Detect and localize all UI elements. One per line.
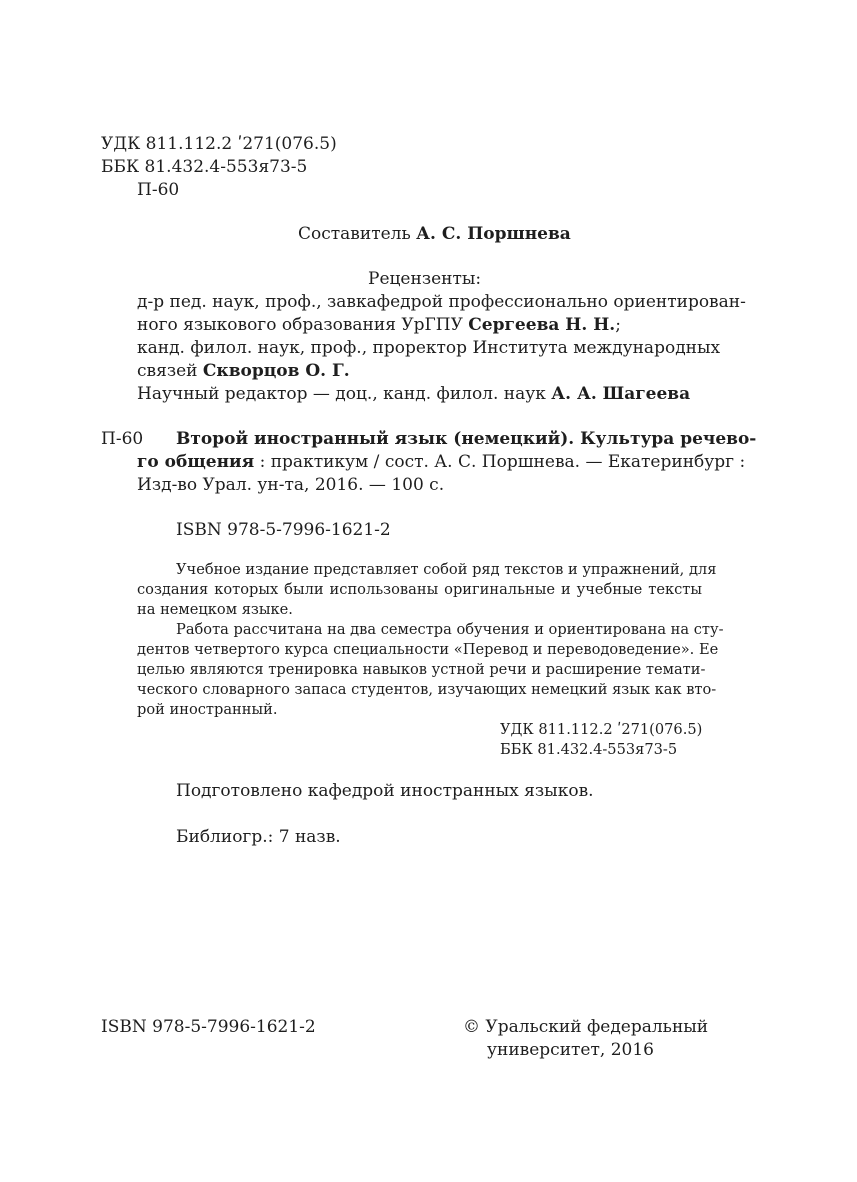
reviewers-block xyxy=(137,291,746,406)
reviewer-1-line-1: д-р пед. наук, проф., завкафедрой профессионально ориентирован- xyxy=(137,292,746,312)
footer-isbn: ISBN 978-5-7996-1621-2 xyxy=(101,1017,316,1037)
compiler-line xyxy=(298,223,571,246)
entry-mark: П-60 xyxy=(101,429,144,449)
reviewers-title: Рецензенты: xyxy=(368,269,482,289)
reviewer-1-affiliation: ного языкового образования УрГПУ xyxy=(137,315,463,335)
entry-line-2-wrap xyxy=(137,451,746,474)
copyright-line-2: университет, 2016 xyxy=(487,1040,654,1060)
entry-publication-info: : практикум / сост. А. С. Поршнева. — Екатеринбург : xyxy=(254,452,746,472)
editor-name: А. А. Шагеева xyxy=(551,384,691,404)
annotation-p2-line-5: рой иностранный. xyxy=(137,701,278,718)
annotation xyxy=(137,560,724,720)
bibliography-count: Библиогр.: 7 назв. xyxy=(176,827,341,847)
scientific-editor-line xyxy=(137,383,702,406)
compiler-label: Составитель xyxy=(298,224,411,244)
reviewer-1-suffix: ; xyxy=(615,315,621,335)
entry-title-line-1-wrap xyxy=(176,428,757,451)
annotation-udk: УДК 811.112.2 ʹ271(076.5) xyxy=(500,721,703,738)
udk-code: УДК 811.112.2 ʹ271(076.5) xyxy=(101,134,337,154)
entry-title-line-1: Второй иностранный язык (немецкий). Культура речево- xyxy=(176,429,757,449)
annotation-p2-line-3: целью являются тренировка навыков устной речи и расширение темати- xyxy=(137,661,706,678)
reviewer-1-line-2 xyxy=(137,314,702,337)
reviewer-2-line-2 xyxy=(137,360,702,383)
annotation-p2-line-1: Работа рассчитана на два семестра обучения и ориентирована на сту- xyxy=(176,621,724,638)
annotation-p1-line-2: создания которых были использованы оригинальные и учебные тексты xyxy=(137,581,702,598)
annotation-bbk: ББК 81.432.4-553я73-5 xyxy=(500,741,678,758)
annotation-p2-line-4: ческого словарного запаса студентов, изучающих немецкий язык как вто- xyxy=(137,681,717,698)
compiler-name: А. С. Поршнева xyxy=(416,224,571,244)
entry-title-line-2: го общения xyxy=(137,452,255,472)
entry-line-3: Изд-во Урал. ун-та, 2016. — 100 с. xyxy=(137,475,445,495)
reviewer-2-line-1: канд. филол. наук, проф., проректор Института международных xyxy=(137,338,721,358)
editor-label: Научный редактор — доц., канд. филол. наук xyxy=(137,384,546,404)
reviewer-2-affiliation: связей xyxy=(137,361,198,381)
annotation-p2-line-2: дентов четвертого курса специальности «Перевод и переводоведение». Ее xyxy=(137,641,719,658)
copyright-line-1: © Уральский федеральный xyxy=(463,1017,709,1037)
annotation-p1-line-3: на немецком языке. xyxy=(137,601,293,618)
entry-line-2 xyxy=(137,451,746,474)
reviewer-1-name: Сергеева Н. Н. xyxy=(468,315,616,335)
author-mark: П-60 xyxy=(137,180,180,200)
bbk-code: ББК 81.432.4-553я73-5 xyxy=(101,157,308,177)
annotation-p1-line-1: Учебное издание представляет собой ряд текстов и упражнений, для xyxy=(176,561,717,578)
entry-isbn: ISBN 978-5-7996-1621-2 xyxy=(176,520,391,540)
prepared-by: Подготовлено кафедрой иностранных языков. xyxy=(176,781,594,801)
reviewer-2-name: Скворцов О. Г. xyxy=(202,361,350,381)
